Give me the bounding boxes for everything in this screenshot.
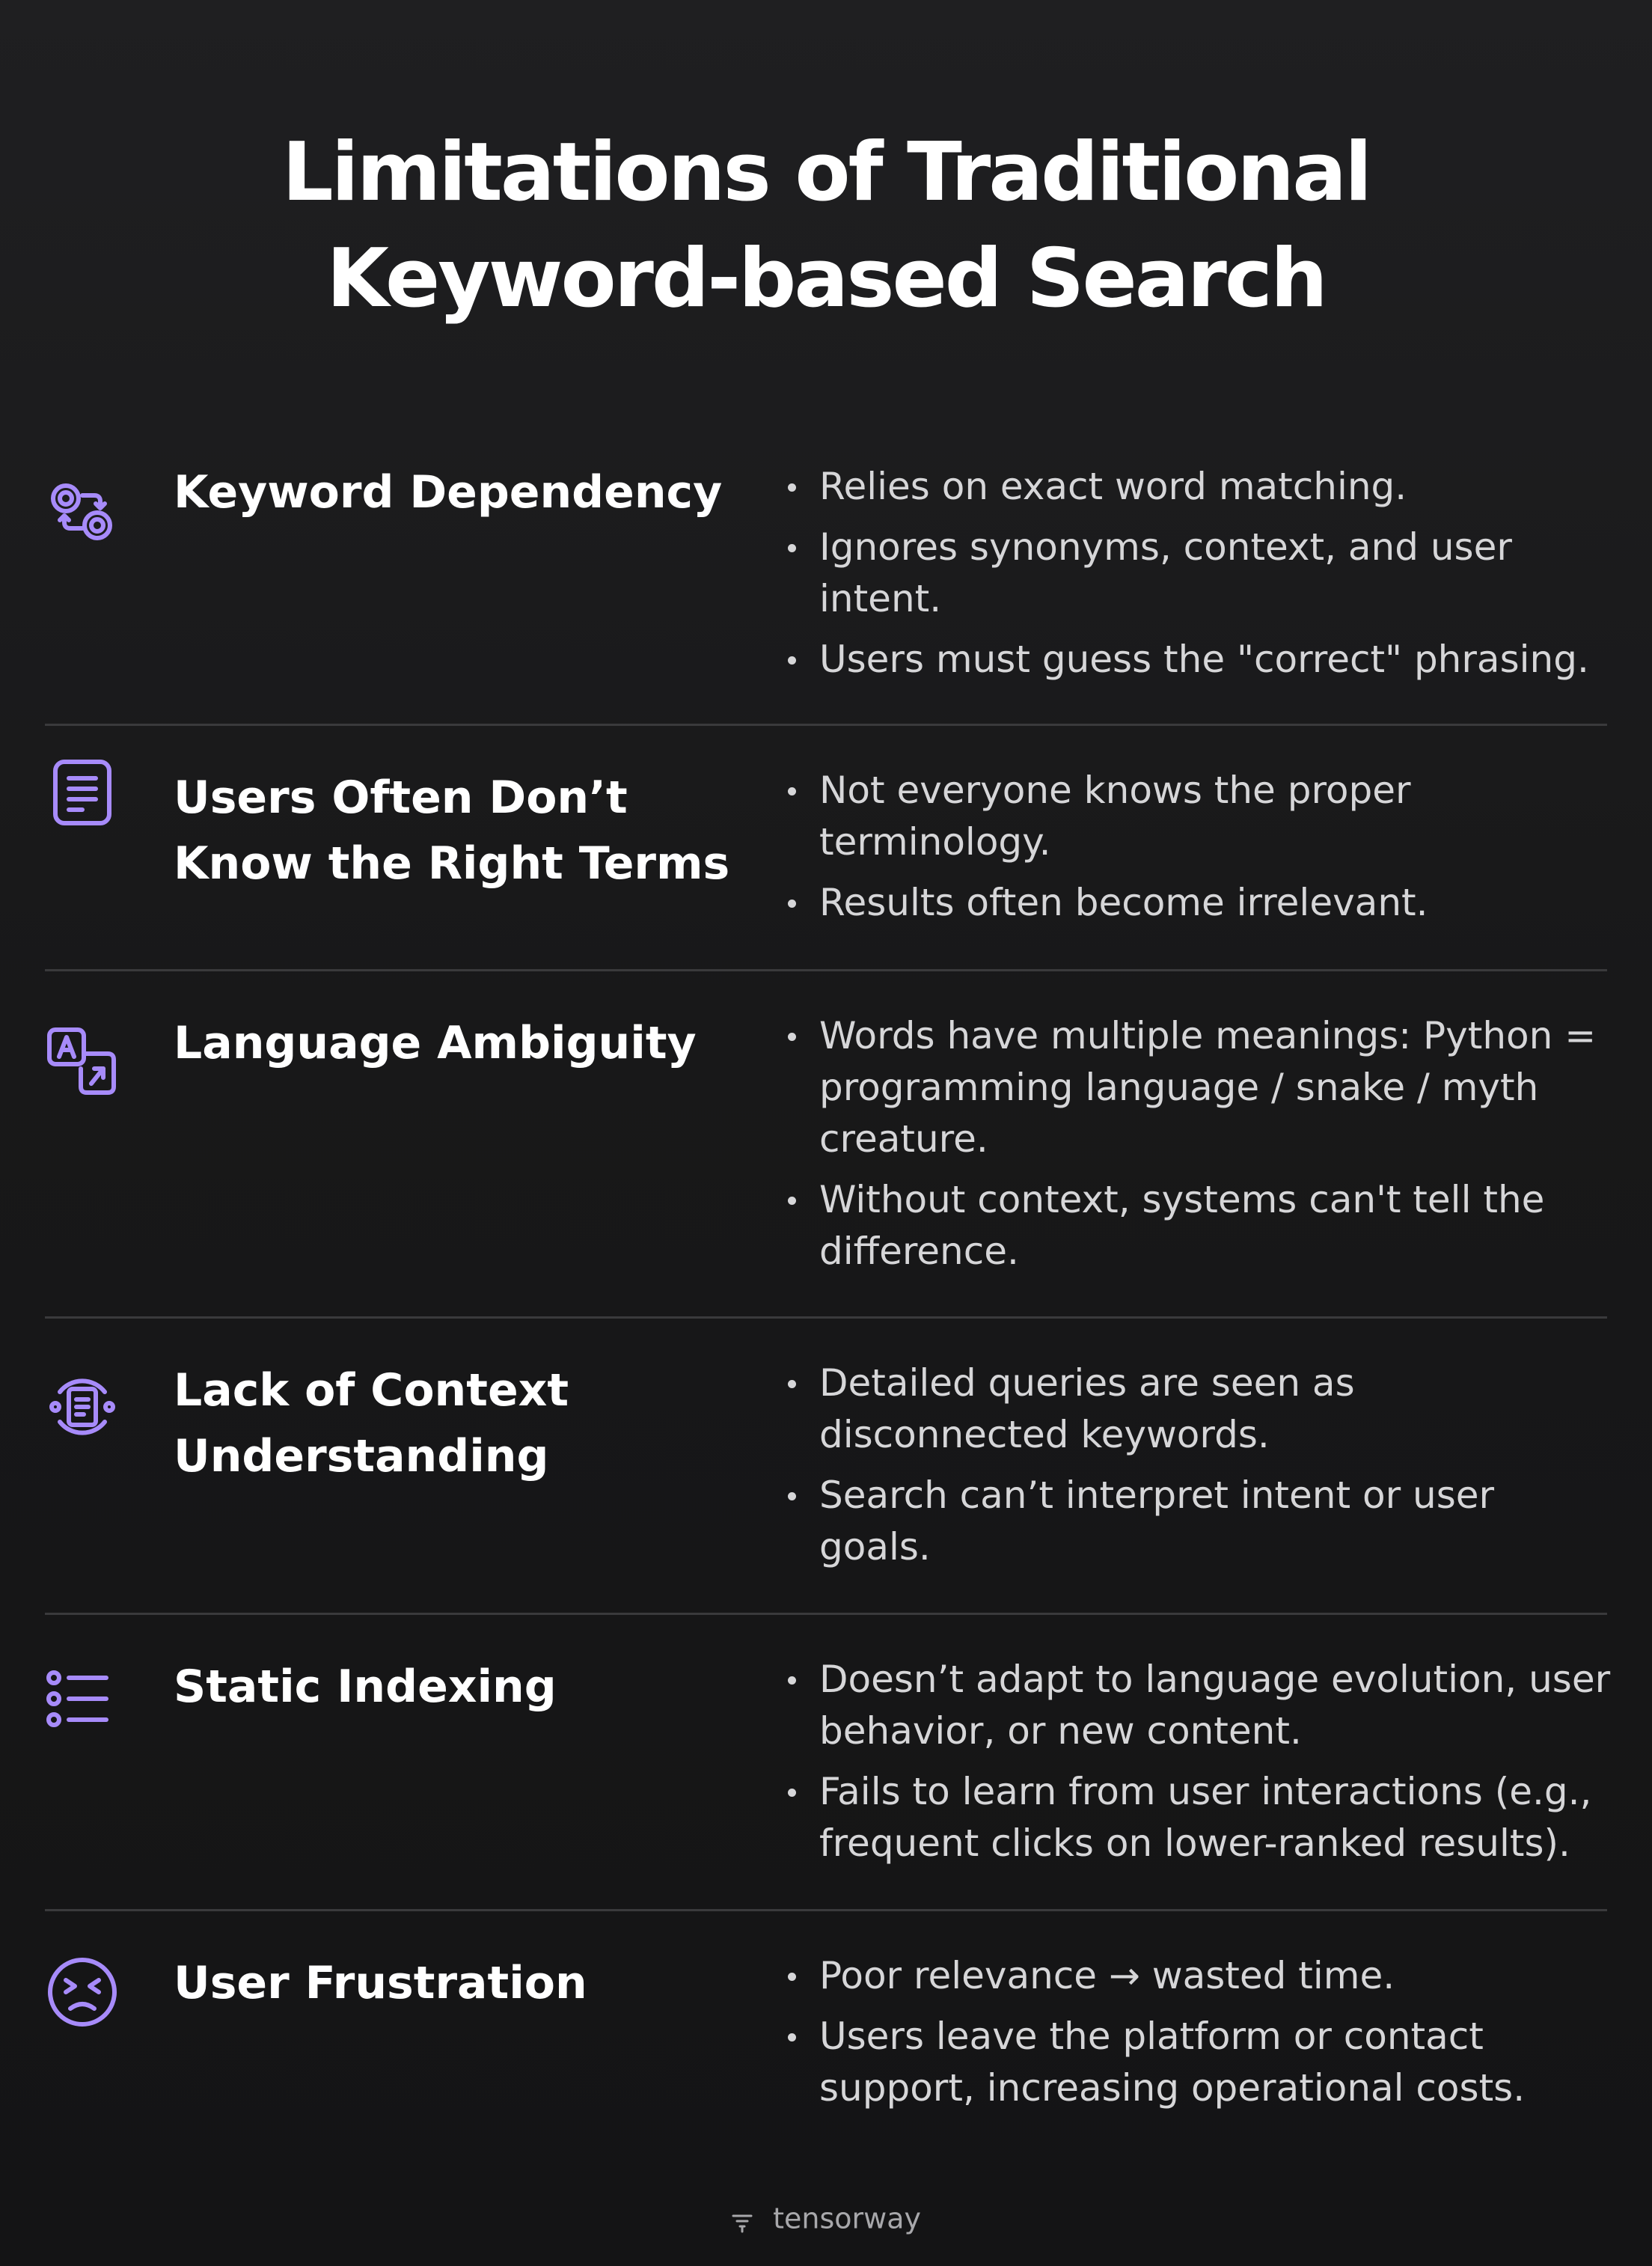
limitation-row-users-terms (45, 726, 1607, 971)
bullet-item: Without context, systems can't tell the difference. (782, 1174, 1612, 1277)
limitation-bullets (782, 1010, 1612, 1286)
limitation-row-user-frustration (45, 1911, 1607, 2136)
limitation-title: Users Often Don’t Know the Right Terms (174, 772, 730, 890)
bullet-item: Doesn’t adapt to language evolution, user behavior, or new content. (782, 1654, 1612, 1757)
limitation-bullets (782, 461, 1612, 694)
limitation-bullets (782, 1950, 1612, 2123)
bullet-item: Users must guess the "correct" phrasing. (782, 634, 1612, 685)
limitation-bullets (782, 765, 1612, 938)
bullet-item: Poor relevance → wasted time. (782, 1950, 1612, 2002)
bullet-item: Search can’t interpret intent or user goals. (782, 1470, 1612, 1573)
translate-icon (45, 1024, 120, 1099)
footer (0, 2200, 1652, 2235)
bullet-item: Relies on exact word matching. (782, 461, 1612, 513)
bullet-item: Detailed queries are seen as disconnected keywords. (782, 1358, 1612, 1461)
limitation-bullets (782, 1654, 1612, 1878)
bullet-item: Words have multiple meanings: Python = programming language / snake / myth creature. (782, 1010, 1612, 1165)
limitation-title: Keyword Dependency (174, 466, 723, 519)
page-title-line-2: Keyword-based Search (326, 232, 1326, 326)
limitation-row-static-indexing (45, 1615, 1611, 1911)
limitation-title: Language Ambiguity (174, 1017, 697, 1069)
limitation-title: User Frustration (174, 1957, 587, 2009)
keyword-swap-icon (45, 474, 120, 549)
bullet-item: Not everyone knows the proper terminology. (782, 765, 1612, 868)
document-icon (45, 754, 120, 829)
limitation-bullets (782, 1358, 1612, 1582)
bullet-item: Fails to learn from user interactions (e.g., frequent clicks on lower-ranked results). (782, 1766, 1612, 1869)
limitation-row-language-ambiguity (45, 971, 1607, 1319)
bullet-item: Results often become irrelevant. (782, 877, 1612, 929)
bullet-item: Ignores synonyms, context, and user intent. (782, 522, 1612, 625)
limitation-row-keyword-dependency (45, 443, 1607, 726)
frustrated-face-icon (45, 1955, 120, 2030)
page-title-line-1: Limitations of Traditional (281, 126, 1371, 219)
limitations-list (45, 443, 1611, 2136)
page-title (0, 120, 1652, 332)
limitation-title: Static Indexing (174, 1661, 557, 1713)
list-icon (45, 1661, 120, 1736)
limitation-row-context (45, 1319, 1607, 1615)
tensorway-logo-icon (731, 2208, 753, 2230)
bullet-item: Users leave the platform or contact support, increasing operational costs. (782, 2011, 1612, 2114)
footer-brand: tensorway (773, 2202, 921, 2235)
context-document-icon (45, 1369, 120, 1444)
limitation-title: Lack of Context Understanding (174, 1364, 569, 1482)
